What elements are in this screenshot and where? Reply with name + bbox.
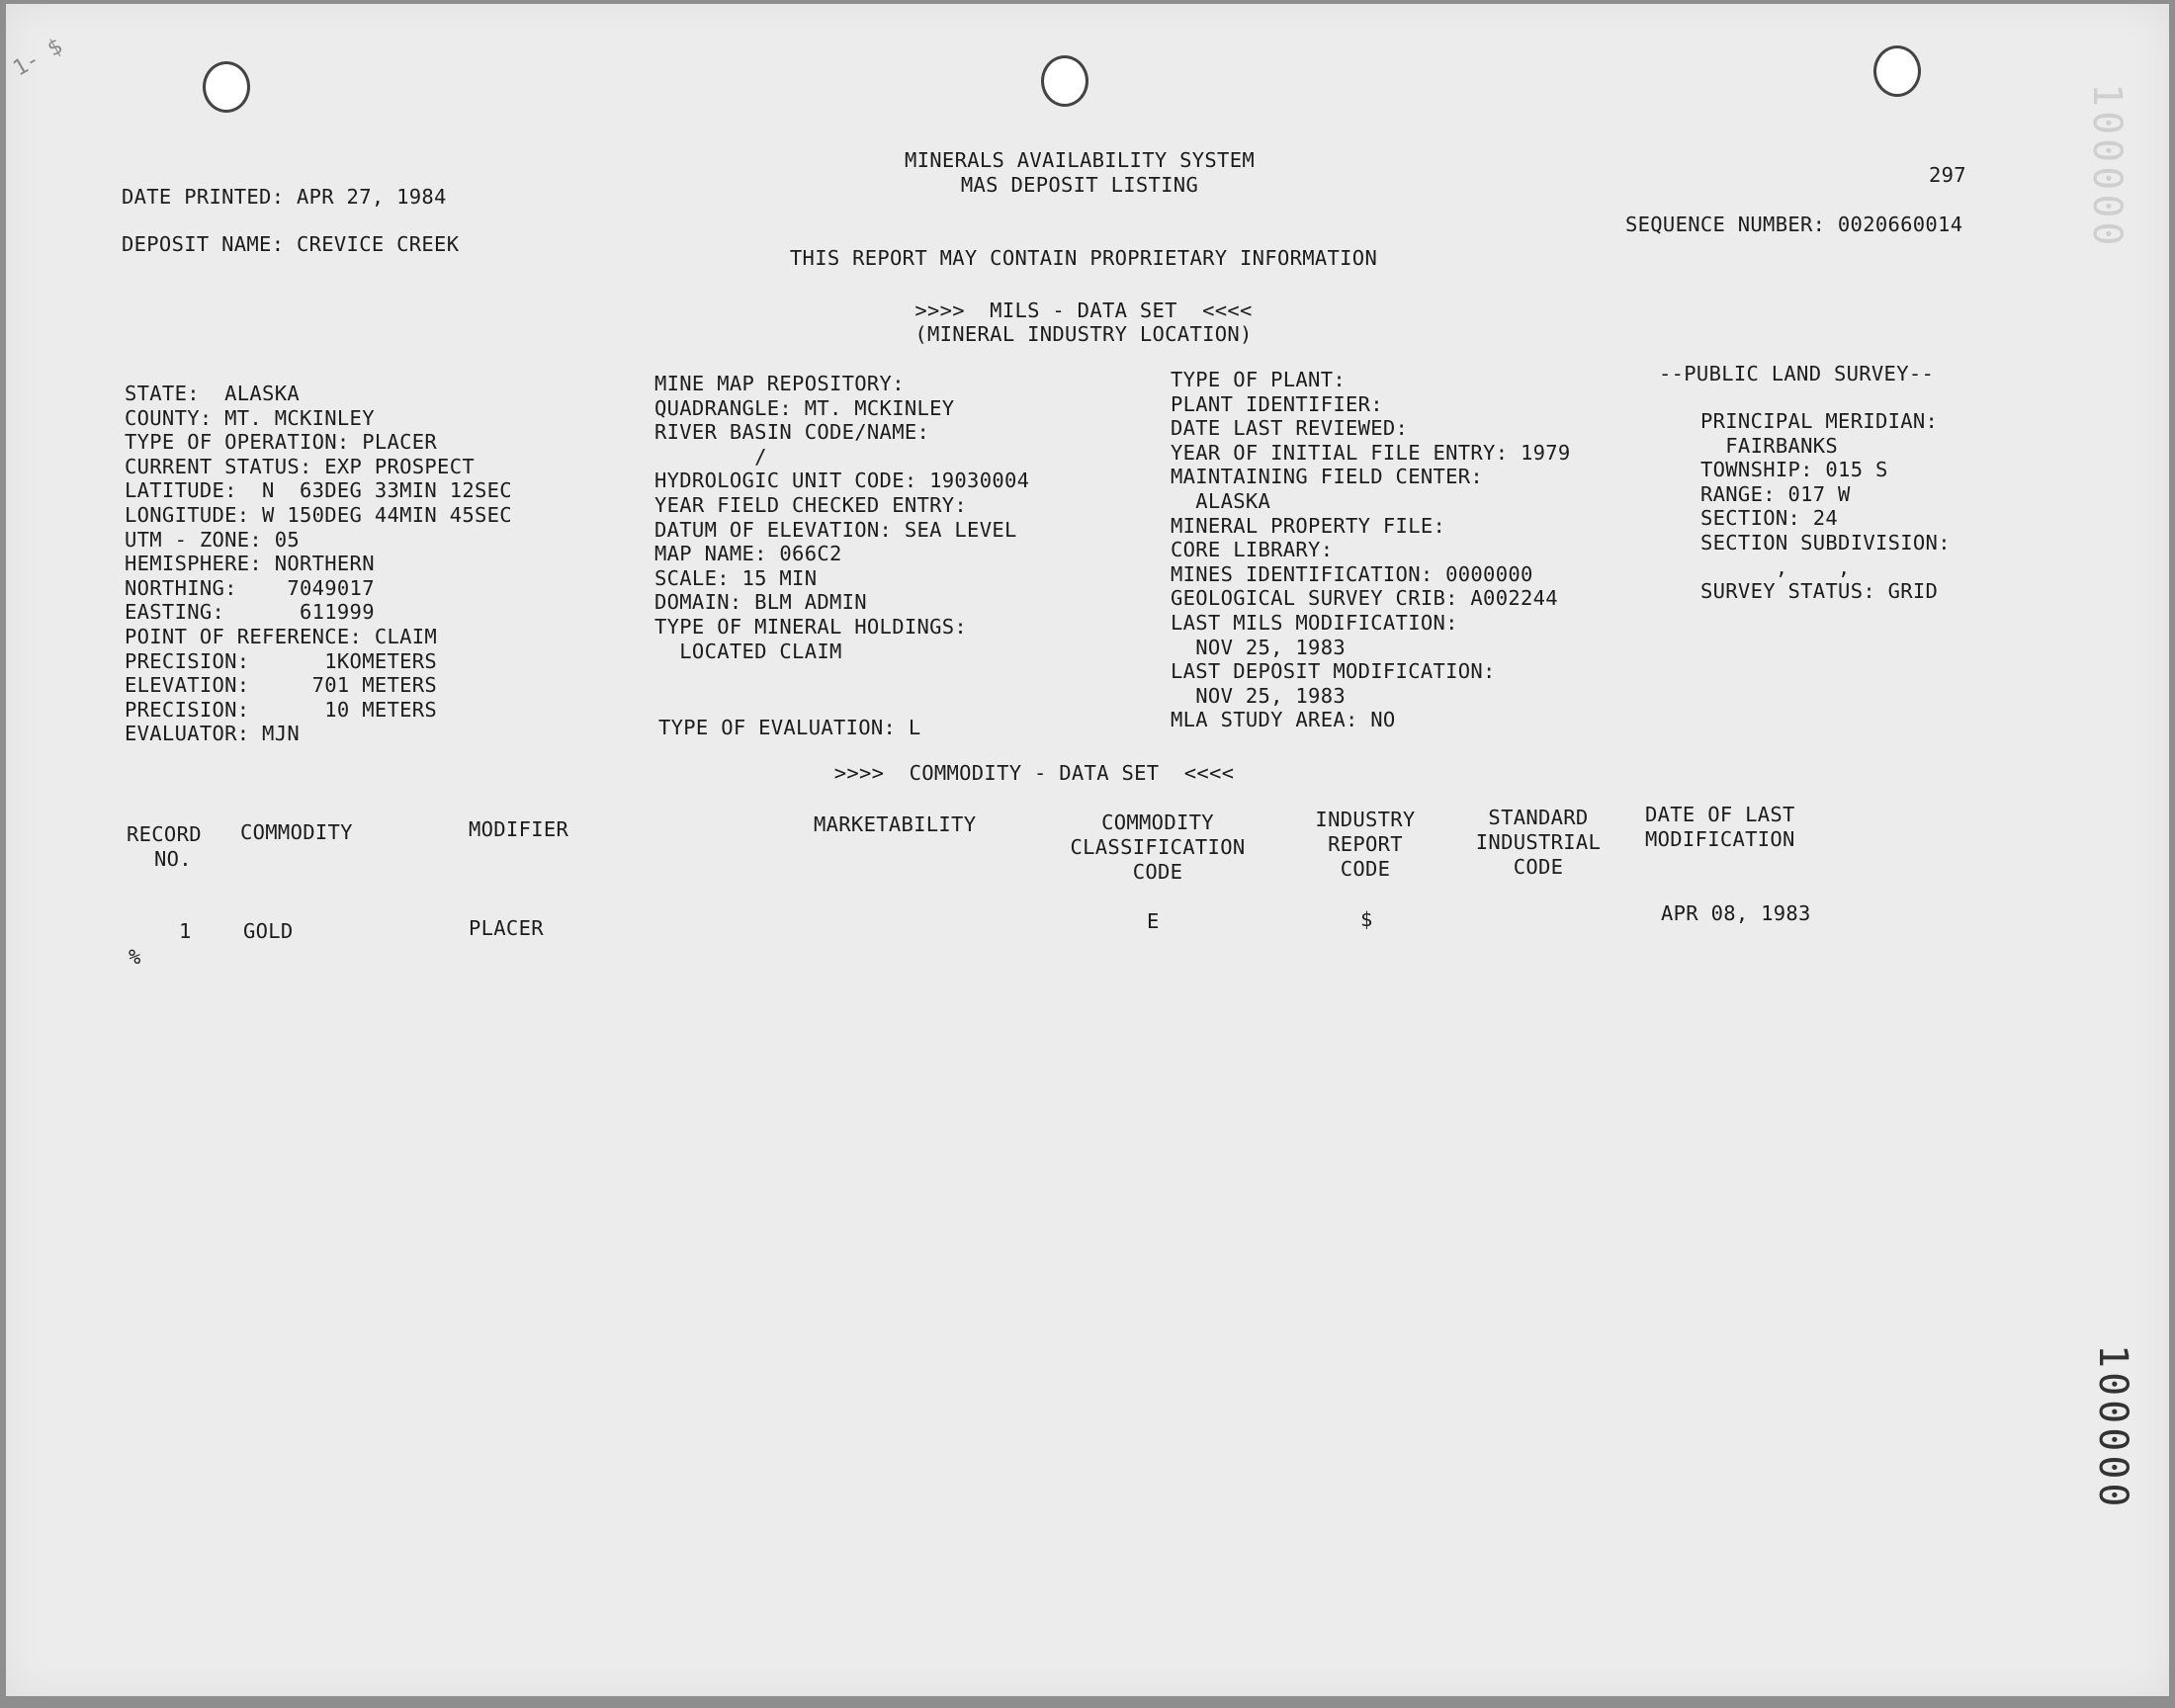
field-range: RANGE: 017 W (1700, 481, 1851, 506)
proprietary-notice: THIS REPORT MAY CONTAIN PROPRIETARY INFORMATION (789, 246, 1378, 270)
header-record: RECORD (127, 822, 202, 846)
field-map-name: MAP NAME: 066C2 (654, 542, 842, 566)
field-last-deposit-modification-value: NOV 25, 1983 (1171, 683, 1346, 708)
header-standard-industrial-2: INDUSTRIAL (1475, 830, 1602, 854)
field-quadrangle: QUADRANGLE: MT. MCKINLEY (654, 395, 955, 420)
field-river-basin-value: / (654, 444, 767, 469)
field-river-basin: RIVER BASIN CODE/NAME: (654, 420, 930, 445)
field-mineral-holdings: TYPE OF MINERAL HOLDINGS: (654, 614, 968, 639)
header-standard-industrial-3: CODE (1513, 855, 1564, 879)
field-latitude: LATITUDE: N 63DEG 33MIN 12SEC (125, 478, 512, 503)
field-precision-elevation: PRECISION: 10 METERS (125, 697, 438, 722)
field-county: COUNTY: MT. MCKINLEY (125, 405, 375, 430)
field-maintaining-center: MAINTAINING FIELD CENTER: (1171, 465, 1484, 489)
field-mine-map-repository: MINE MAP REPOSITORY: (654, 372, 905, 395)
field-elevation: ELEVATION: 701 METERS (125, 673, 438, 698)
cell-modifier: PLACER (469, 916, 544, 940)
header-classification-3: CODE (1132, 860, 1183, 884)
header-classification-1: COMMODITY (1101, 811, 1214, 834)
field-mla-study-area: MLA STUDY AREA: NO (1171, 708, 1396, 732)
cell-commodity: GOLD (243, 919, 294, 943)
mils-subheading: (MINERAL INDUSTRY LOCATION) (914, 322, 1253, 346)
header-record-no: NO. (154, 847, 192, 871)
page-number: 297 (1929, 163, 1966, 187)
date-printed: DATE PRINTED: APR 27, 1984 (122, 185, 447, 209)
header-industry-report-1: INDUSTRY (1315, 808, 1416, 831)
field-mines-identification: MINES IDENTIFICATION: 0000000 (1171, 561, 1533, 586)
field-section-subdivision: SECTION SUBDIVISION: (1700, 530, 1951, 555)
document-sheet (6, 4, 2169, 1696)
plant-column (1171, 368, 1571, 732)
page-stamp: 100000 (2090, 1344, 2135, 1511)
deposit-name: DEPOSIT NAME: CREVICE CREEK (122, 232, 460, 256)
field-principal-meridian: PRINCIPAL MERIDIAN: (1700, 409, 1939, 433)
header-commodity: COMMODITY (240, 820, 353, 844)
commodity-heading: >>>> COMMODITY - DATA SET <<<< (833, 761, 1235, 785)
field-township: TOWNSHIP: 015 S (1700, 458, 1888, 482)
public-land-survey-heading: --PUBLIC LAND SURVEY-- (1659, 362, 1935, 385)
field-easting: EASTING: 611999 (125, 600, 375, 625)
header-industry-report-2: REPORT (1328, 832, 1403, 856)
field-point-of-reference: POINT OF REFERENCE: CLAIM (125, 624, 438, 648)
field-geological-survey-crib: GEOLOGICAL SURVEY CRIB: A002244 (1171, 586, 1558, 611)
field-year-initial-entry: YEAR OF INITIAL FILE ENTRY: 1979 (1171, 440, 1571, 465)
margin-scribble: 1- $ (9, 34, 67, 82)
field-scale: SCALE: 15 MIN (654, 565, 818, 590)
header-date-last-mod-2: MODIFICATION (1645, 827, 1795, 851)
field-utm-zone: UTM - ZONE: 05 (125, 527, 300, 552)
field-type-of-evaluation: TYPE OF EVALUATION: L (658, 716, 921, 739)
cell-date-last-modification: APR 08, 1983 (1661, 901, 1811, 925)
field-mineral-holdings-value: LOCATED CLAIM (654, 639, 842, 663)
punch-hole-right (1873, 45, 1921, 97)
field-year-field-checked: YEAR FIELD CHECKED ENTRY: (654, 492, 968, 517)
field-section-subdivision-value: , , (1700, 555, 1851, 579)
end-marker: % (129, 945, 141, 969)
field-domain: DOMAIN: BLM ADMIN (654, 590, 867, 615)
field-survey-status: SURVEY STATUS: GRID (1700, 579, 1939, 604)
field-plant-identifier: PLANT IDENTIFIER: (1171, 391, 1383, 416)
header-standard-industrial-1: STANDARD (1488, 806, 1589, 829)
punch-hole-left (203, 61, 250, 113)
cell-classification-code: E (1147, 909, 1160, 933)
field-principal-meridian-value: FAIRBANKS (1700, 433, 1839, 458)
field-section: SECTION: 24 (1700, 506, 1839, 531)
field-core-library: CORE LIBRARY: (1171, 538, 1334, 562)
map-column (654, 372, 1029, 663)
public-land-survey-column (1700, 409, 1951, 604)
sequence-number: SEQUENCE NUMBER: 0020660014 (1625, 213, 1963, 236)
field-datum-of-elevation: DATUM OF ELEVATION: SEA LEVEL (654, 517, 1017, 542)
field-longitude: LONGITUDE: W 150DEG 44MIN 45SEC (125, 502, 512, 527)
field-type-of-plant: TYPE OF PLANT: (1171, 368, 1346, 391)
location-column (125, 382, 512, 746)
header-industry-report-3: CODE (1340, 857, 1391, 881)
cell-record-no: 1 (179, 919, 192, 943)
listing-title: MAS DEPOSIT LISTING (960, 173, 1199, 197)
header-marketability: MARKETABILITY (814, 812, 977, 836)
header-modifier: MODIFIER (469, 817, 569, 841)
field-last-deposit-modification: LAST DEPOSIT MODIFICATION: (1171, 659, 1496, 684)
field-type-of-operation: TYPE OF OPERATION: PLACER (125, 430, 438, 455)
header-date-last-mod-1: DATE OF LAST (1645, 803, 1795, 826)
mils-heading: >>>> MILS - DATA SET <<<< (914, 299, 1253, 322)
field-mineral-property-file: MINERAL PROPERTY FILE: (1171, 513, 1446, 538)
header-classification-2: CLASSIFICATION (1070, 835, 1246, 859)
cell-industry-report-code: $ (1360, 907, 1373, 931)
field-hemisphere: HEMISPHERE: NORTHERN (125, 552, 375, 576)
field-evaluator: EVALUATOR: MJN (125, 722, 300, 746)
field-current-status: CURRENT STATUS: EXP PROSPECT (125, 454, 475, 478)
field-last-mils-modification: LAST MILS MODIFICATION: (1171, 610, 1458, 635)
field-last-mils-modification-value: NOV 25, 1983 (1171, 635, 1346, 659)
field-northing: NORTHING: 7049017 (125, 575, 375, 600)
punch-hole-center (1041, 55, 1088, 107)
field-precision-location: PRECISION: 1KOMETERS (125, 648, 438, 673)
field-date-last-reviewed: DATE LAST REVIEWED: (1171, 416, 1409, 441)
field-hydrologic-unit-code: HYDROLOGIC UNIT CODE: 19030004 (654, 469, 1030, 493)
field-state: STATE: ALASKA (125, 382, 300, 405)
field-maintaining-center-value: ALASKA (1171, 488, 1271, 513)
system-title: MINERALS AVAILABILITY SYSTEM (905, 148, 1255, 172)
faint-stamp: 100000 (2084, 83, 2130, 250)
